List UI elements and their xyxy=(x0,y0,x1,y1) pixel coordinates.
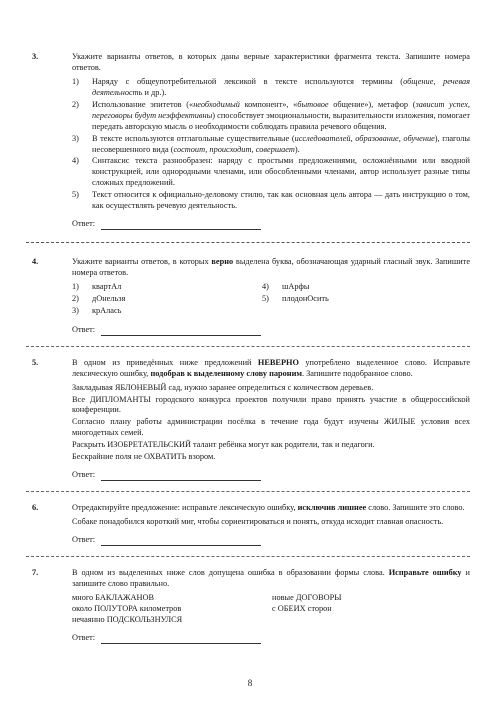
option-number: 4) xyxy=(72,156,79,166)
sentence-2: Все ДИПЛОМАНТЫ городского конкурса проектов получили право принять участие в общероссийской конференции. xyxy=(72,394,470,415)
task-body xyxy=(72,503,470,546)
sentence: Собаке понадобился короткий миг, чтобы сориентироваться и понять, откуда исходит главная опасность. xyxy=(72,517,444,526)
task-divider xyxy=(26,242,470,243)
task-3 xyxy=(26,52,470,230)
option-number: 4) xyxy=(262,281,269,291)
option-italic-examples: исследователей, образование, обучение xyxy=(294,133,435,143)
option-text-part: общение»), метафор ( xyxy=(328,99,416,109)
prompt-part: употреблено выделенное слово. Исправьте лексическую ошибку, xyxy=(72,357,470,378)
prompt-part: слово. Запишите это слово. xyxy=(366,503,465,513)
option-number: 2) xyxy=(72,293,79,303)
task-number: 5. xyxy=(32,357,39,367)
prompt-part: В одном из выделенных ниже слов допущена ошибка в образовании формы слова. xyxy=(72,567,389,577)
option-number: 5) xyxy=(262,293,269,303)
option-text: шАрфы xyxy=(282,281,310,291)
task-prompt xyxy=(72,568,470,590)
option-text-part: Использование эпитетов (« xyxy=(92,99,194,109)
task-4 xyxy=(26,257,470,336)
sentence-1: Закладывая ЯБЛОНЕВЫЙ сад, нужно заранее определиться с количеством деревьев. xyxy=(72,382,374,392)
task-number: 3. xyxy=(32,52,39,61)
answer-label: Ответ: xyxy=(72,324,96,334)
option-3 xyxy=(72,134,470,156)
prompt-emphasis: исключив лишнее xyxy=(297,503,367,513)
task-prompt xyxy=(72,257,470,279)
word-item: много БАКЛАЖАНОВ xyxy=(72,592,155,602)
options-left-column xyxy=(72,282,232,318)
option-text: Текст относится к официально-деловому стилю, так как основная цель автора — дать инструкцию о том, как осуществлять речевую деятельность. xyxy=(92,190,470,211)
word-list xyxy=(72,593,470,626)
task-prompt xyxy=(72,503,470,514)
sentence-5: Бескрайние поля не ОХВАТИТЬ взором. xyxy=(72,452,216,462)
option-text-part: и др.). xyxy=(142,87,167,97)
prompt-emphasis: НЕВЕРНО xyxy=(257,357,299,367)
option-text-part: Наряду с общеупотребительной лексикой в тексте используются термины ( xyxy=(92,76,404,86)
task-6 xyxy=(26,503,470,546)
answer-line[interactable] xyxy=(101,634,261,644)
option-5 xyxy=(72,190,470,212)
task-number: 6. xyxy=(32,503,39,513)
prompt-emphasis: верно xyxy=(211,257,234,267)
task-number: 4. xyxy=(32,257,39,267)
task-divider xyxy=(26,556,470,557)
option-2 xyxy=(72,294,232,305)
word-item: с ОБЕИХ сторон xyxy=(272,603,332,613)
option-italic-examples: бытовое xyxy=(297,99,329,109)
option-text xyxy=(92,134,470,156)
option-italic-examples: необходимый xyxy=(193,99,240,109)
option-number: 1) xyxy=(72,281,79,291)
answer-row xyxy=(72,219,470,230)
option-italic-examples: зависит успех, переговоры будут неэффективны xyxy=(92,99,470,120)
option-text xyxy=(92,100,470,133)
word-item: нечаянно ПОДСКОЛЬЗНУЛСЯ xyxy=(72,614,183,624)
answer-line[interactable] xyxy=(101,326,261,336)
sentence-3: Согласно плану работы администрации посёлка в течение года будут изучены ЖИЛЫЕ условия всех многодетных семей. xyxy=(72,417,470,438)
word-item: около ПОЛУТОРА километров xyxy=(72,603,182,613)
options-right-column xyxy=(262,282,470,318)
option-text: дОнельзя xyxy=(92,293,126,303)
task-prompt xyxy=(72,358,470,380)
prompt-part: . Запишите подобранное слово. xyxy=(302,368,413,378)
answer-line[interactable] xyxy=(101,536,261,546)
option-number: 3) xyxy=(72,133,79,143)
word-item: новые ДОГОВОРЫ xyxy=(272,592,342,602)
task-body xyxy=(72,52,470,230)
task-divider xyxy=(26,346,470,347)
task-body xyxy=(72,257,470,336)
option-1 xyxy=(72,282,232,293)
task-7 xyxy=(26,568,470,644)
answer-row xyxy=(72,633,470,644)
task-body xyxy=(72,568,470,644)
word-item xyxy=(272,615,470,626)
option-text: крАлась xyxy=(92,305,122,315)
options-grid xyxy=(72,282,470,318)
option-number: 5) xyxy=(72,190,79,200)
prompt-part: выделена буква, обозначающая ударный гласный звук. Запишите номера ответов. xyxy=(72,257,470,277)
prompt-part: В одном из приведённых ниже предложений xyxy=(72,357,258,367)
option-1 xyxy=(72,77,470,99)
option-number: 1) xyxy=(72,76,79,86)
option-text xyxy=(92,77,470,99)
answer-row xyxy=(72,535,470,546)
answer-label: Ответ: xyxy=(72,219,96,229)
answer-row xyxy=(72,470,470,481)
answer-label: Ответ: xyxy=(72,470,96,480)
page-number: 8 xyxy=(247,678,253,688)
task-body xyxy=(72,358,470,481)
answer-label: Ответ: xyxy=(72,632,96,642)
option-4 xyxy=(72,156,470,189)
prompt-part: Укажите варианты ответов, в которых xyxy=(72,257,212,267)
option-text-part: ). xyxy=(294,144,300,154)
answer-line[interactable] xyxy=(101,471,261,481)
prompt-part: и запишите слово правильно. xyxy=(72,567,470,588)
option-number: 2) xyxy=(72,99,79,109)
option-2 xyxy=(72,100,470,133)
prompt-emphasis: Исправьте ошибку xyxy=(388,567,462,577)
task-5 xyxy=(26,358,470,481)
option-italic-examples: общение, речевая деятельность xyxy=(92,76,471,97)
option-text-part: ) способствует эмоциональности, выразительности изложения, помогает передать авторскую мысль о необходимости соблюдать правила речевого общения. xyxy=(92,110,470,131)
option-text-part: компонент», « xyxy=(239,99,298,109)
sentence-4: Раскрыть ИЗОБРЕТАТЕЛЬСКИЙ талант ребёнка могут как родители, так и педагоги. xyxy=(72,440,375,450)
answer-row xyxy=(72,325,470,336)
task-divider xyxy=(26,491,470,492)
option-italic-examples: состоит, происходит, совершает xyxy=(173,144,295,154)
task-number: 7. xyxy=(32,567,39,577)
option-text: плодонОсить xyxy=(282,293,329,303)
prompt-part: Отредактируйте предложение: исправьте лексическую ошибку, xyxy=(72,503,298,513)
prompt-emphasis: подобрав к выделенному слову пароним xyxy=(150,368,302,378)
option-text: Синтаксис текста разнообразен: наряду с простыми предложениями, осложнёнными или вводной конструкцией, или однородными членами, или обособленными членами, автор использует разные типы сложных предложений. xyxy=(92,156,470,188)
answer-label: Ответ: xyxy=(72,534,96,544)
option-text-part: В тексте используются отглагольные существительные ( xyxy=(92,133,295,143)
option-3 xyxy=(72,306,232,317)
answer-line[interactable] xyxy=(101,220,261,230)
task-prompt: Укажите варианты ответов, в которых даны верные характеристики фрагмента текста. Запишите номера ответов. xyxy=(72,52,470,72)
option-4 xyxy=(262,282,470,293)
option-number: 3) xyxy=(72,305,79,315)
option-5 xyxy=(262,294,470,305)
option-text: квартАл xyxy=(92,281,122,291)
option-text-part: ), глаголы несовершенного вида ( xyxy=(92,133,471,154)
